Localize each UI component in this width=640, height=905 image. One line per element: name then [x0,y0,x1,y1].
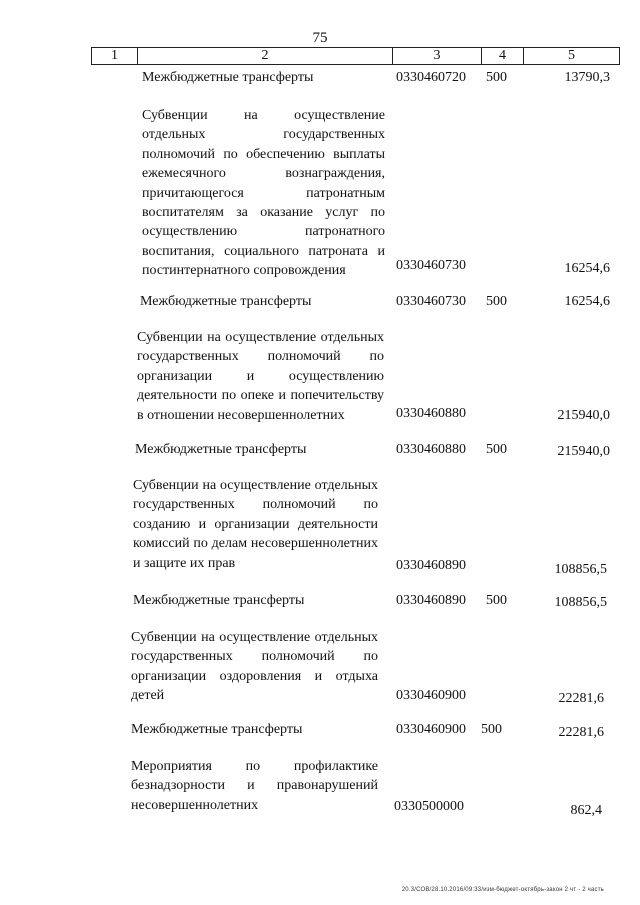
row-code: 0330460730 [396,258,466,273]
row-amount: 16254,6 [564,261,610,276]
row-amount: 108856,5 [554,562,607,577]
page-number: 75 [312,30,328,46]
row-name: Субвенции на осуществление отдельных государственных полномочий по обеспечению выплаты ежемесячного вознаграждения, причитающегося патронатным воспитателям за оказание услуг по осуществлению патронатного воспитания, социального патроната и постинтернатного сопровождения [142,108,385,279]
row-code: 0330460720 [396,70,466,85]
column-header-2: 2 [138,48,393,65]
row-amount: 215940,0 [557,408,610,423]
row-type: 500 [481,722,502,737]
row-name: Межбюджетные трансферты [142,70,314,85]
row-amount: 862,4 [570,803,602,818]
row-code: 0330460890 [396,593,466,608]
document-footer-stamp: 20.3/СОВ/28.10.2016/09:33/изм-бюджет-октябрь-закон 2 чт - 2 часть [401,887,604,893]
row-type: 500 [486,294,507,309]
row-amount: 215940,0 [557,444,610,459]
row-amount: 16254,6 [564,294,610,309]
row-code: 0330460890 [396,558,466,573]
row-code: 0330500000 [394,799,464,814]
row-name: Межбюджетные трансферты [133,593,305,608]
row-name: Межбюджетные трансферты [140,294,312,309]
row-code: 0330460880 [396,406,466,421]
row-type: 500 [486,442,507,457]
row-name: Субвенции на осуществление отдельных государственных полномочий по организации оздоровления и отдыха детей [131,630,378,704]
row-type: 500 [486,70,507,85]
row-code: 0330460880 [396,442,466,457]
row-code: 0330460900 [396,722,466,737]
column-header-5: 5 [524,48,620,65]
column-header-3: 3 [393,48,482,65]
column-header-4: 4 [482,48,524,65]
row-amount: 22281,6 [558,725,604,740]
row-amount: 108856,5 [554,595,607,610]
row-type: 500 [486,593,507,608]
column-header-1: 1 [92,48,138,65]
row-name: Субвенции на осуществление отдельных государственных полномочий по созданию и организации деятельности комиссий по делам несовершеннолетних и защите их прав [133,478,378,571]
row-name: Мероприятия по профилактике безнадзорности и правонарушений несовершеннолетних [131,759,378,813]
row-code: 0330460900 [396,688,466,703]
row-name: Межбюджетные трансферты [131,722,303,737]
row-name: Субвенции на осуществление отдельных государственных полномочий по организации и осуществлению деятельности по опеке и попечительству в отношении несовершеннолетних [137,330,384,423]
row-amount: 22281,6 [558,691,604,706]
row-name: Межбюджетные трансферты [135,442,307,457]
row-code: 0330460730 [396,294,466,309]
row-amount: 13790,3 [564,70,610,85]
